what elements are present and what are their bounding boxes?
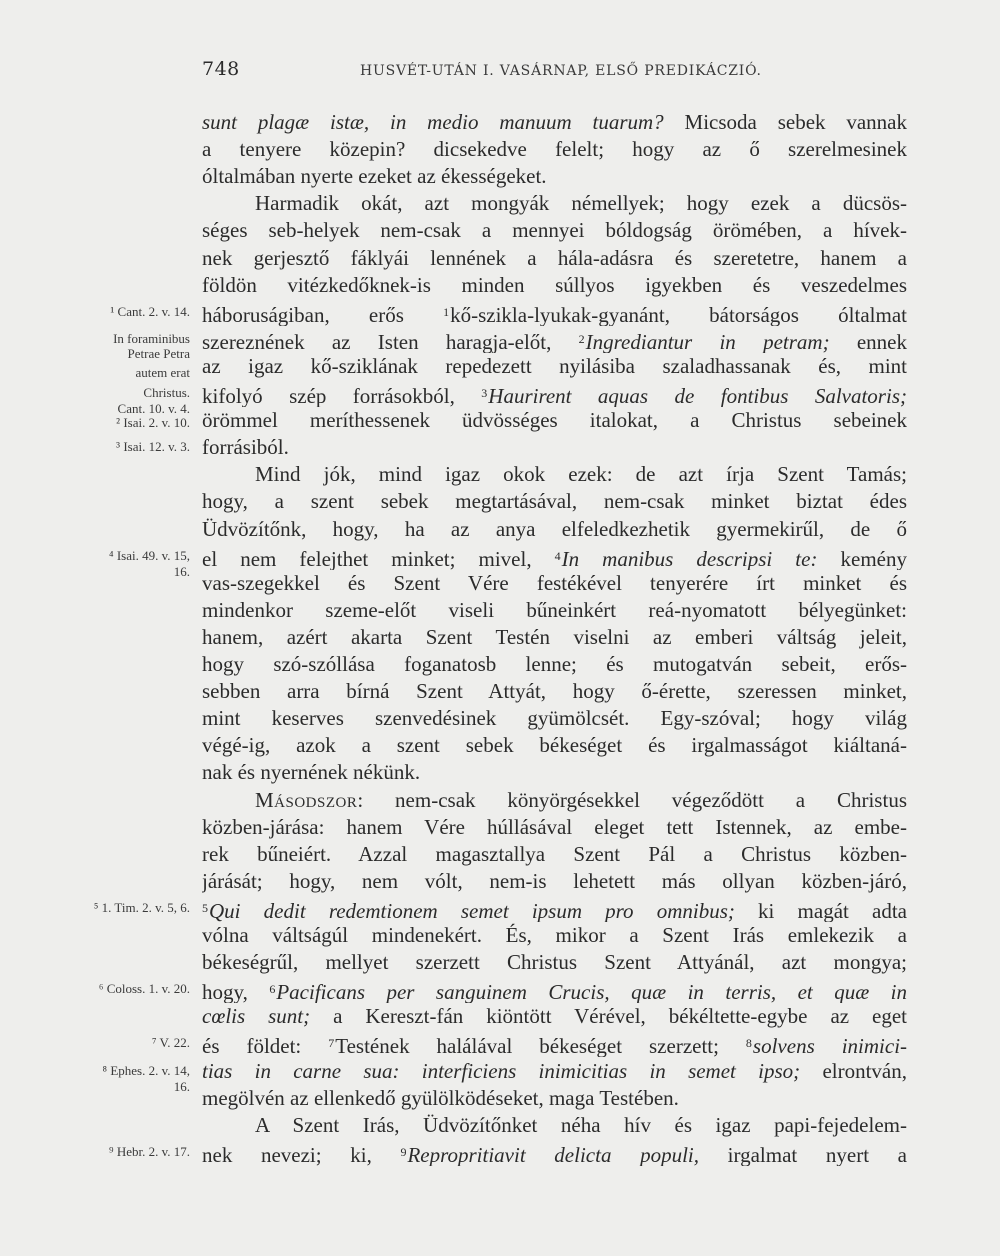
text-line	[255, 461, 907, 488]
text-run: irgalmat nyert a	[699, 1142, 907, 1166]
footnote-marker: 4	[554, 548, 561, 563]
text-line	[202, 516, 907, 543]
text-run: hanem, azért akarta Szent Testén viselni az emberi váltság jeleit,	[202, 624, 907, 649]
text-line	[202, 976, 907, 1003]
text-line	[202, 326, 907, 353]
footnote-marker: 9	[400, 1144, 407, 1159]
text-run: séges seb-helyek nem-csak a mennyei bóldogság örömében, a hívek-	[202, 218, 907, 243]
text-run: Testének halálával békeséget szerzett;	[335, 1034, 746, 1058]
text-line	[202, 163, 907, 190]
latin-quotation: Haurirent aquas de fontibus Salvatoris;	[488, 384, 907, 407]
latin-quotation: Repropritiavit delicta populi,	[407, 1142, 700, 1166]
margin-citation: ⁹ Hebr. 2. v. 17.	[109, 1143, 190, 1159]
text-run: és földet:	[202, 1034, 329, 1058]
footnote-marker: 6	[269, 982, 276, 997]
margin-citation: Cant. 10. v. 4.	[117, 401, 190, 417]
latin-quotation: solvens inimici-	[752, 1034, 907, 1058]
text-run: a Kereszt-fán kiöntött Vérével, békéltette-egybe az eget	[310, 1004, 907, 1029]
text-line	[202, 597, 907, 624]
text-run: szereznének az Isten haragja-előt,	[202, 329, 579, 353]
text-line	[202, 895, 907, 922]
latin-quotation: cœlis sunt;	[202, 1004, 311, 1029]
margin-citation: Petrae Petra	[127, 345, 190, 361]
latin-quotation: Qui dedit redemtionem semet ipsum pro omnibus;	[209, 898, 735, 922]
footnote-marker: 2	[578, 331, 585, 346]
text-run: mint keserves szenvedésinek gyümölcsét. Egy-szóval; hogy világ	[202, 706, 907, 731]
text-run: hogy szó-szóllása foganatosb lenne; és mutogatván sebeit, erős-	[202, 652, 907, 676]
text-run: nek nevezi; ki,	[202, 1142, 401, 1166]
page-number: 748	[202, 58, 240, 80]
text-line	[202, 407, 907, 434]
text-line	[202, 245, 907, 272]
margin-citation: In foraminibus	[113, 330, 190, 346]
margin-citation: autem erat	[135, 364, 190, 380]
text-run: kő-szikla-lyukak-gyanánt, bátorságos óltalmat	[450, 302, 907, 326]
text-line	[202, 1085, 907, 1112]
margin-citation: Christus.	[143, 385, 190, 400]
text-run: hogy,	[202, 980, 270, 1004]
text-run: forrásiból.	[202, 435, 289, 460]
text-line	[202, 434, 907, 461]
text-line	[202, 678, 907, 705]
margin-citation: ⁵ 1. Tim. 2. v. 5, 6.	[93, 899, 190, 915]
text-run: örömmel meríthessenek üdvösséges italokat, a Christus sebeinek	[202, 408, 907, 433]
footnote-marker: 1	[443, 304, 450, 319]
margin-citation: ² Isai. 2. v. 10.	[116, 414, 190, 430]
text-run: az igaz kő-sziklának repedezett nyilásiba szaladhassanak és, mint	[202, 353, 907, 378]
text-line	[202, 949, 907, 976]
text-run: sebben arra bírná Szent Attyát, hogy ő-érette, szeressen minket,	[202, 679, 907, 704]
margin-citation: ⁴ Isai. 49. v. 15,	[109, 547, 190, 563]
text-line	[255, 190, 907, 217]
text-line	[202, 705, 907, 732]
text-run: megölvén az ellenkedő gyülölködéseket, maga Testében.	[202, 1085, 679, 1110]
latin-quotation: In manibus descripsi te:	[561, 546, 818, 570]
text-run: végé-ig, azok a szent sebek békeséget és irgalmasságot kiáltaná-	[202, 733, 907, 758]
text-line	[202, 299, 907, 326]
margin-citation: ⁷ V. 22.	[151, 1035, 190, 1051]
latin-quotation: tias in carne sua: interficiens inimicitias in semet ipso;	[202, 1058, 801, 1083]
text-run: a tenyere közepin? dicsekedve felelt; hogy az ő szerelmesinek	[202, 137, 907, 162]
text-line	[202, 488, 907, 515]
text-run: mindenkor szeme-előt viseli bűneinkért reá-nyomatott bélyegünket:	[202, 597, 907, 622]
margin-citation: ⁸ Ephes. 2. v. 14,	[102, 1062, 190, 1078]
text-run: hogy, a szent sebek megtartásával, nem-csak minket biztat édes	[202, 489, 907, 514]
margin-citation: 16.	[173, 563, 190, 579]
margin-citation: ¹ Cant. 2. v. 14.	[110, 303, 190, 319]
running-title: HUSVÉT-UTÁN I. VASÁRNAP, ELSŐ PREDIKÁCZIÓ.	[360, 63, 762, 79]
text-line	[202, 109, 907, 136]
text-line	[202, 922, 907, 949]
text-line	[202, 1058, 907, 1085]
text-run: ki magát adta	[734, 898, 907, 922]
text-line	[202, 624, 907, 651]
footnote-marker: 5	[202, 900, 208, 915]
text-run: : nem-csak könyörgésekkel végeződött a Christus	[357, 787, 907, 812]
text-run: nak és nyernének nékünk.	[202, 760, 421, 785]
text-line	[202, 1030, 907, 1057]
text-line	[202, 1139, 907, 1166]
section-heading-word: Másodszor	[255, 787, 358, 812]
text-run: kifolyó szép forrásokból,	[202, 384, 482, 407]
text-line	[202, 380, 907, 407]
text-line	[202, 570, 907, 597]
latin-quotation: sunt plagæ istæ, in medio manuum tuarum?	[202, 110, 664, 134]
margin-citation: 16.	[173, 1078, 190, 1094]
text-line	[202, 732, 907, 759]
text-run: Üdvözítőnk, hogy, ha az anya elfeledkezhetik gyermekirűl, de ő	[202, 516, 907, 541]
text-run: vas-szegekkel és Szent Vére festékével tenyerére írt minket és	[202, 570, 907, 595]
footnote-marker: 3	[481, 386, 488, 400]
text-line	[202, 814, 907, 841]
text-run: háboruságiban, erős	[202, 302, 444, 326]
text-line	[202, 272, 907, 299]
text-line	[202, 217, 907, 244]
text-run: rek bűneiért. Azzal magasztallya Szent Pál a Christus közben-	[202, 841, 907, 866]
text-line	[202, 841, 907, 868]
text-run: el nem felejthet minket; mivel,	[202, 546, 555, 570]
text-run: vólna váltságúl mindenekért. És, mikor a Szent Irás emlekezik a	[202, 923, 907, 947]
text-run: Mind jók, mind igaz okok ezek: de azt írja Szent Tamás;	[255, 462, 907, 487]
text-line	[202, 651, 907, 678]
text-run: földön vitézkedőknek-is minden súllyos igyekben és veszedelmes	[202, 272, 907, 297]
footnote-marker: 8	[745, 1036, 752, 1051]
latin-quotation: Pacificans per sanguinem Crucis, quæ in terris, et quæ in	[276, 980, 907, 1004]
text-run: ennek	[829, 329, 907, 353]
footnote-marker: 7	[328, 1036, 335, 1051]
text-run: Harmadik okát, azt mongyák némellyek; hogy ezek a dücsös-	[255, 191, 907, 216]
text-run: kemény	[817, 546, 907, 570]
text-line	[202, 136, 907, 163]
text-run: A Szent Irás, Üdvözítőnket néha hív és igaz papi-fejedelem-	[255, 1112, 907, 1137]
margin-citation: ⁶ Coloss. 1. v. 20.	[98, 981, 190, 997]
text-line	[202, 543, 907, 570]
text-run: békeségrűl, mellyet szerzett Christus Szent Attyánál, azt mongya;	[202, 950, 907, 975]
text-line	[255, 787, 907, 814]
text-run: Micsoda sebek vannak	[663, 110, 907, 134]
text-line	[202, 868, 907, 895]
text-run: járását; hogy, nem vólt, nem-is lehetett más ollyan közben-járó,	[202, 868, 907, 893]
latin-quotation: Ingrediantur in petram;	[585, 329, 830, 353]
margin-citation: ³ Isai. 12. v. 3.	[116, 439, 190, 455]
text-run: elrontván,	[800, 1058, 907, 1083]
text-line	[202, 353, 907, 380]
text-line	[255, 1112, 907, 1139]
text-run: óltalmában nyerte ezeket az ékességeket.	[202, 164, 547, 189]
text-line	[202, 759, 907, 786]
text-run: nek gerjesztő fáklyái lennének a hála-adásra és szeretetre, hanem a	[202, 245, 907, 270]
text-run: közben-járása: hanem Vére húllásával eleget tett Istennek, az embe-	[202, 814, 907, 839]
text-line	[202, 1003, 907, 1030]
